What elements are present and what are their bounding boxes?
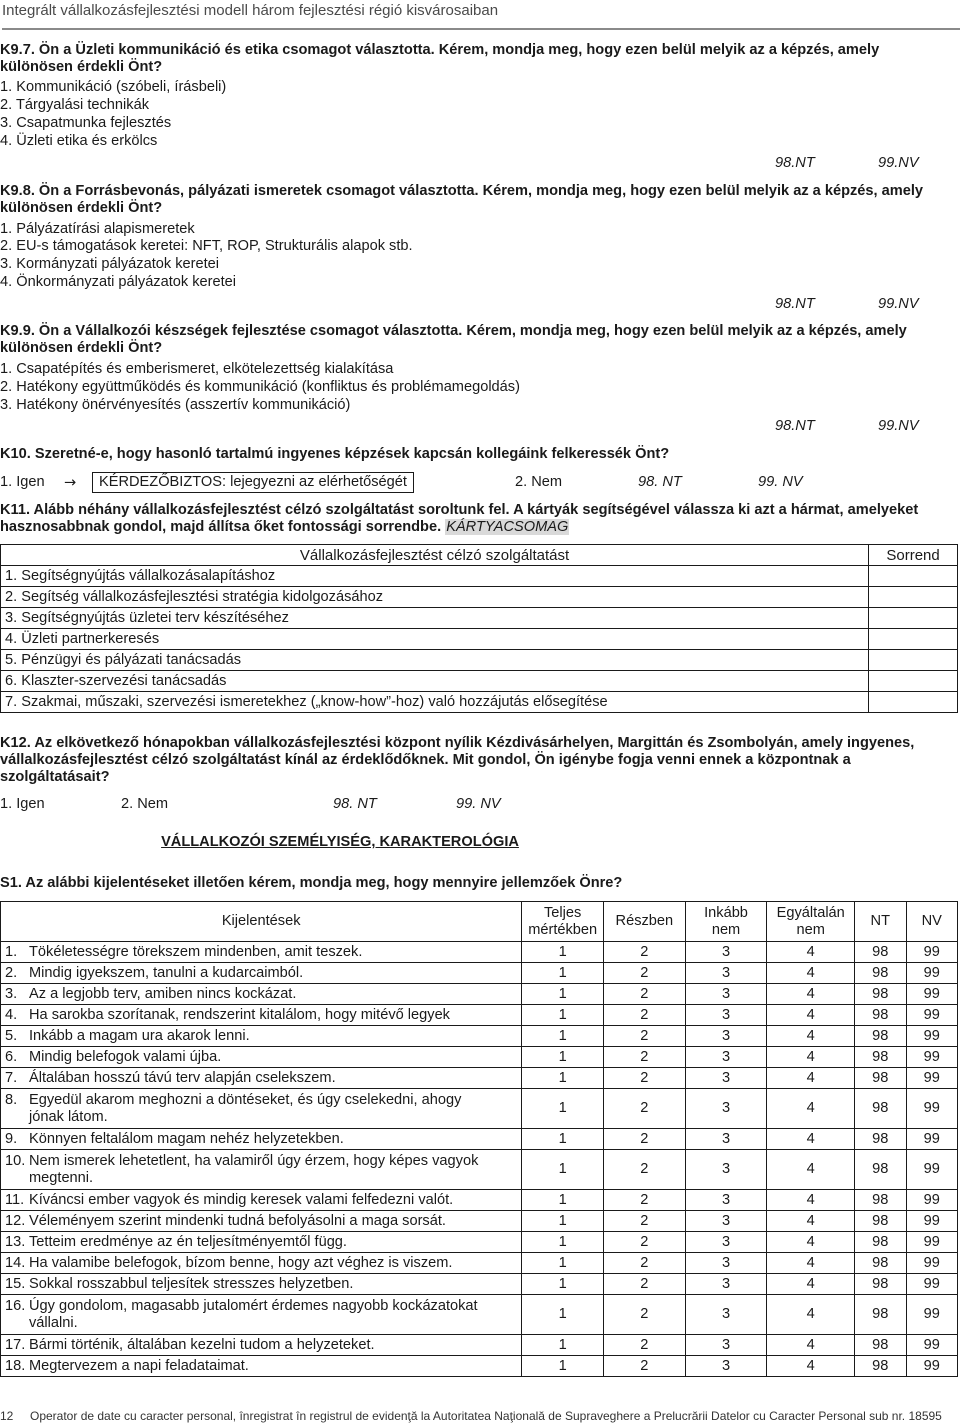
service-row-7: 7. Szakmai, műszaki, szervezési ismeretekhez („know-how”-hoz) való hozzájutás elősegítése [1, 692, 869, 713]
service-row-6: 6. Klaszter-szervezési tanácsadás [1, 671, 869, 692]
rating-option[interactable]: 4 [767, 1253, 855, 1274]
k98-nt[interactable]: 98.NT [775, 296, 815, 312]
rating-option[interactable]: 1 [522, 1356, 604, 1377]
rating-option[interactable]: 4 [767, 1026, 855, 1047]
rating-option[interactable]: 1 [522, 1295, 604, 1335]
statement-cell [1, 1129, 522, 1150]
rating-option[interactable]: 1 [522, 1211, 604, 1232]
statement-number: 6. [5, 1048, 18, 1065]
rating-option[interactable]: 99 [906, 1047, 958, 1068]
rating-option[interactable]: 98 [855, 1068, 906, 1089]
rating-option[interactable]: 1 [522, 1190, 604, 1211]
rating-option[interactable]: 4 [767, 1089, 855, 1129]
rating-option[interactable]: 99 [906, 1129, 958, 1150]
rating-option[interactable]: 99 [906, 1356, 958, 1377]
k98-nv[interactable]: 99.NV [878, 296, 919, 312]
rating-option[interactable]: 2 [604, 1068, 686, 1089]
k12-nv[interactable]: 99. NV [456, 796, 501, 812]
statement-row [1, 1089, 958, 1129]
rating-option[interactable]: 2 [604, 1005, 686, 1026]
rating-option[interactable]: 3 [685, 1356, 767, 1377]
statement-cell [1, 1190, 522, 1211]
statement-number: 16. [5, 1297, 26, 1314]
rating-option[interactable]: 98 [855, 1295, 906, 1335]
rating-option[interactable]: 99 [906, 1026, 958, 1047]
rating-option[interactable]: 99 [906, 942, 958, 963]
order-cell[interactable] [869, 608, 958, 629]
page-number: 12 [0, 1409, 14, 1423]
k97-option-3[interactable]: 3. Csapatmunka fejlesztés [0, 115, 172, 131]
rating-option[interactable]: 3 [685, 1005, 767, 1026]
order-cell[interactable] [869, 650, 958, 671]
rating-option[interactable]: 4 [767, 1211, 855, 1232]
rating-option[interactable]: 3 [685, 1129, 767, 1150]
statement-text: Véleményem szerint mindenki tudná befolyásolni a maga sorsát. [29, 1212, 446, 1229]
service-row-3: 3. Segítségnyújtás üzletei terv készítéséhez [1, 608, 869, 629]
rating-option[interactable]: 1 [522, 942, 604, 963]
rating-option[interactable]: 98 [855, 1335, 906, 1356]
rating-option[interactable]: 2 [604, 1274, 686, 1295]
col-full: Teljes mértékben [522, 902, 604, 942]
question-k97: K9.7. Ön a Üzleti kommunikáció és etika csomagot választotta. Kérem, mondja meg, hogy ezen belül melyik az a képzés, amely különösen érdekli Önt? [0, 42, 880, 75]
statement-number: 2. [5, 964, 18, 981]
statement-row [1, 1047, 958, 1068]
rating-option[interactable]: 99 [906, 1190, 958, 1211]
k98-option-1[interactable]: 1. Pályázatírási alapismeretek [0, 221, 195, 237]
rating-option[interactable]: 99 [906, 963, 958, 984]
rating-option[interactable]: 4 [767, 1005, 855, 1026]
k10-nt[interactable]: 98. NT [638, 474, 682, 490]
rating-option[interactable]: 1 [522, 1089, 604, 1129]
statement-number: 10. [5, 1152, 26, 1169]
order-col-header: Sorrend [869, 545, 958, 566]
rating-option[interactable]: 2 [604, 1253, 686, 1274]
k99-option-1[interactable]: 1. Csapatépítés és emberismeret, elkötelezettség kialakítása [0, 361, 394, 377]
statement-cell [1, 1089, 522, 1129]
rating-option[interactable]: 4 [767, 1068, 855, 1089]
rating-option[interactable]: 2 [604, 1089, 686, 1129]
rating-option[interactable]: 4 [767, 1274, 855, 1295]
rating-option[interactable]: 3 [685, 1253, 767, 1274]
statement-row [1, 1295, 958, 1335]
footer-text: Operator de date cu caracter personal, înregistrat în registrul de evidenţă la Autoritatea Naţională de Supraveghere a Prelucrării Datelor cu Caracter Personal sub nr. 18595 [30, 1409, 942, 1423]
question-s1: S1. Az alábbi kijelentéseket illetően kérem, mondja meg, hogy mennyire jellemzőek Önre? [0, 875, 623, 891]
statement-number: 3. [5, 985, 18, 1002]
order-cell[interactable] [869, 671, 958, 692]
k99-nv[interactable]: 99.NV [878, 418, 919, 434]
col-not-at-all: Egyáltalán nem [767, 902, 855, 942]
rating-option[interactable]: 3 [685, 1150, 767, 1190]
rating-option[interactable]: 4 [767, 1295, 855, 1335]
k10-yes[interactable]: 1. Igen [0, 474, 45, 490]
rating-option[interactable]: 2 [604, 1026, 686, 1047]
k97-nt[interactable]: 98.NT [775, 155, 815, 171]
rating-option[interactable]: 3 [685, 1335, 767, 1356]
k10-interviewer-instruction: KÉRDEZŐBIZTOS: lejegyezni az elérhetőségét [92, 472, 414, 493]
rating-option[interactable]: 4 [767, 1356, 855, 1377]
statement-number: 15. [5, 1275, 26, 1292]
statement-text: Az a legjobb terv, amiben nincs kockázat. [29, 985, 297, 1002]
rating-option[interactable]: 1 [522, 1150, 604, 1190]
rating-option[interactable]: 2 [604, 1356, 686, 1377]
statement-cell [1, 1047, 522, 1068]
col-nv: NV [906, 902, 958, 942]
rating-option[interactable]: 2 [604, 1047, 686, 1068]
k12-nt[interactable]: 98. NT [333, 796, 377, 812]
k10-nv[interactable]: 99. NV [758, 474, 803, 490]
rating-option[interactable]: 3 [685, 1274, 767, 1295]
statement-cell [1, 942, 522, 963]
statement-cell [1, 984, 522, 1005]
rating-option[interactable]: 1 [522, 1232, 604, 1253]
statement-cell [1, 1026, 522, 1047]
statement-row [1, 984, 958, 1005]
rating-option[interactable]: 4 [767, 1190, 855, 1211]
k10-answer-row [0, 472, 960, 494]
col-statement: Kijelentések [1, 902, 522, 942]
rating-option[interactable]: 98 [855, 984, 906, 1005]
statement-row [1, 1129, 958, 1150]
rating-option[interactable]: 99 [906, 1005, 958, 1026]
rating-option[interactable]: 99 [906, 1089, 958, 1129]
statement-text: Egyedül akarom meghozni a döntéseket, és úgy cselekedni, ahogy jónak látom. [29, 1091, 462, 1125]
statement-number: 12. [5, 1212, 26, 1229]
statement-row [1, 1335, 958, 1356]
rating-option[interactable]: 4 [767, 1047, 855, 1068]
statement-text: Tetteim eredménye az én teljesítményemtől függ. [29, 1233, 347, 1250]
rating-option[interactable]: 3 [685, 963, 767, 984]
services-col-header: Vállalkozásfejlesztést célzó szolgáltatást [1, 545, 869, 566]
service-row-1: 1. Segítségnyújtás vállalkozásalapításhoz [1, 566, 869, 587]
statement-row [1, 1068, 958, 1089]
rating-option[interactable]: 1 [522, 1005, 604, 1026]
order-cell[interactable] [869, 566, 958, 587]
rating-option[interactable]: 3 [685, 1026, 767, 1047]
rating-option[interactable]: 1 [522, 963, 604, 984]
statement-cell [1, 1232, 522, 1253]
footer [0, 1404, 960, 1425]
statement-row [1, 1211, 958, 1232]
statements-table [0, 901, 958, 1377]
statement-text: Ha valamibe belefogok, bízom benne, hogy azt véghez is viszem. [29, 1254, 453, 1271]
statement-text: Úgy gondolom, magasabb jutalomért érdemes nagyobb kockázatokat vállalni. [29, 1297, 478, 1331]
rating-option[interactable]: 99 [906, 1150, 958, 1190]
statement-cell [1, 1068, 522, 1089]
statement-number: 11. [5, 1191, 25, 1208]
statement-row [1, 1150, 958, 1190]
service-row-4: 4. Üzleti partnerkeresés [1, 629, 869, 650]
statement-cell [1, 1274, 522, 1295]
k12-answer-row [0, 796, 960, 816]
section-title: VÁLLALKOZÓI SZEMÉLYISÉG, KARAKTEROLÓGIA [161, 834, 519, 850]
k98-option-4[interactable]: 4. Önkormányzati pályázatok keretei [0, 274, 237, 290]
rating-option[interactable]: 2 [604, 984, 686, 1005]
k10-no[interactable]: 2. Nem [515, 474, 563, 490]
question-k98: K9.8. Ön a Forrásbevonás, pályázati ismeretek csomagot választotta. Kérem, mondja meg, hogy ezen belül melyik az a képzés, amely különösen érdekli Önt? [0, 183, 924, 216]
statement-row [1, 942, 958, 963]
service-row-2: 2. Segítség vállalkozásfejlesztési stratégia kidolgozásához [1, 587, 869, 608]
statement-cell [1, 1356, 522, 1377]
rating-option[interactable]: 3 [685, 1047, 767, 1068]
statement-number: 4. [5, 1006, 18, 1023]
statement-row [1, 1232, 958, 1253]
rating-option[interactable]: 1 [522, 1047, 604, 1068]
statement-text: Mindig belefogok valami újba. [29, 1048, 222, 1065]
statement-text: Általában hosszú távú terv alapján cselekszem. [29, 1069, 336, 1086]
rating-option[interactable]: 98 [855, 1232, 906, 1253]
rating-option[interactable]: 2 [604, 1232, 686, 1253]
rating-option[interactable]: 1 [522, 1274, 604, 1295]
page-header-title: Integrált vállalkozásfejlesztési modell három fejlesztési régió kisvárosaiban [2, 0, 960, 30]
statement-row [1, 963, 958, 984]
rating-option[interactable]: 99 [906, 984, 958, 1005]
question-k99: K9.9. Ön a Vállalkozói készségek fejlesztése csomagot választotta. Kérem, mondja meg, hogy ezen belül melyik az a képzés, amely különösen érdekli Önt? [0, 323, 907, 356]
statement-number: 18. [5, 1357, 26, 1374]
statement-text: Kíváncsi ember vagyok és mindig keresek valami felfedezni valót. [29, 1191, 454, 1208]
statement-cell [1, 963, 522, 984]
rating-option[interactable]: 2 [604, 1211, 686, 1232]
statement-number: 8. [5, 1091, 18, 1108]
rating-option[interactable]: 3 [685, 1295, 767, 1335]
statement-number: 17. [5, 1336, 26, 1353]
statement-cell [1, 1150, 522, 1190]
rating-option[interactable]: 99 [906, 1068, 958, 1089]
rating-option[interactable]: 98 [855, 963, 906, 984]
statement-row [1, 1253, 958, 1274]
rating-option[interactable]: 3 [685, 1232, 767, 1253]
col-partly: Részben [604, 902, 686, 942]
rating-option[interactable]: 99 [906, 1274, 958, 1295]
question-k10: K10. Szeretné-e, hogy hasonló tartalmú ingyenes képzések kapcsán kollegáink felkeressék Önt? [0, 446, 670, 462]
rating-option[interactable]: 2 [604, 942, 686, 963]
k99-option-2[interactable]: 2. Hatékony együttműködés és kommunikáció (konfliktus és problémamegoldás) [0, 379, 520, 395]
col-rather-not: Inkább nem [685, 902, 767, 942]
rating-option[interactable]: 3 [685, 942, 767, 963]
statement-number: 7. [5, 1069, 18, 1086]
rating-option[interactable]: 1 [522, 1026, 604, 1047]
rating-option[interactable]: 98 [855, 942, 906, 963]
statement-cell [1, 1335, 522, 1356]
statement-text: Tökéletességre törekszem mindenben, amit teszek. [29, 943, 363, 960]
rating-option[interactable]: 3 [685, 1211, 767, 1232]
statement-row [1, 1005, 958, 1026]
k12-yes[interactable]: 1. Igen [0, 796, 45, 812]
rating-option[interactable]: 98 [855, 1274, 906, 1295]
rating-option[interactable]: 4 [767, 1129, 855, 1150]
rating-option[interactable]: 99 [906, 1335, 958, 1356]
statement-text: Megtervezem a napi feladataimat. [29, 1357, 249, 1374]
rating-option[interactable]: 98 [855, 1253, 906, 1274]
rating-option[interactable]: 99 [906, 1253, 958, 1274]
statement-number: 5. [5, 1027, 18, 1044]
rating-option[interactable]: 1 [522, 1068, 604, 1089]
statement-row [1, 1356, 958, 1377]
statement-row [1, 1190, 958, 1211]
order-cell[interactable] [869, 587, 958, 608]
statement-text: Bármi történik, általában kezelni tudom a helyzeteket. [29, 1336, 375, 1353]
rating-option[interactable]: 4 [767, 942, 855, 963]
rating-option[interactable]: 1 [522, 1129, 604, 1150]
rating-option[interactable]: 3 [685, 1089, 767, 1129]
k97-option-4[interactable]: 4. Üzleti etika és erkölcs [0, 133, 158, 149]
statement-text: Sokkal rosszabbul teljesítek stresszes helyzetben. [29, 1275, 354, 1292]
rating-option[interactable]: 4 [767, 984, 855, 1005]
rating-option[interactable]: 2 [604, 1150, 686, 1190]
rating-option[interactable]: 2 [604, 1335, 686, 1356]
col-nt: NT [855, 902, 906, 942]
rating-option[interactable]: 4 [767, 1232, 855, 1253]
rating-option[interactable]: 3 [685, 1190, 767, 1211]
rating-option[interactable]: 2 [604, 1129, 686, 1150]
rating-option[interactable]: 4 [767, 963, 855, 984]
rating-option[interactable]: 4 [767, 1150, 855, 1190]
k98-option-3[interactable]: 3. Kormányzati pályázatok keretei [0, 256, 220, 272]
question-k11 [0, 502, 940, 536]
k97-option-2[interactable]: 2. Tárgyalási technikák [0, 97, 149, 113]
question-k11-text: K11. Alább néhány vállalkozásfejlesztést célzó szolgáltatást soroltunk fel. A kártyák segítségével válassza ki azt a hármat, amelyeket hasznosabbnak gondol, majd állítsa őket fontossági sorrendbe. [0, 502, 919, 535]
card-pack-label: KÁRTYACSOMAG [446, 519, 569, 535]
rating-option[interactable]: 98 [855, 1026, 906, 1047]
rating-option[interactable]: 98 [855, 1211, 906, 1232]
k97-option-1[interactable]: 1. Kommunikáció (szóbeli, írásbeli) [0, 79, 227, 95]
rating-option[interactable]: 99 [906, 1211, 958, 1232]
statement-text: Ha sarokba szorítanak, rendszerint kitalálom, hogy mitévő legyek [29, 1006, 450, 1023]
k99-nt[interactable]: 98.NT [775, 418, 815, 434]
statement-cell [1, 1253, 522, 1274]
statement-number: 1. [5, 943, 18, 960]
statement-text: Inkább a magam ura akarok lenni. [29, 1027, 250, 1044]
k99-option-3[interactable]: 3. Hatékony önérvényesítés (asszertív kommunikáció) [0, 397, 351, 413]
rating-option[interactable]: 4 [767, 1335, 855, 1356]
statement-row [1, 1274, 958, 1295]
question-k12: K12. Az elkövetkező hónapokban vállalkozásfejlesztési központ nyílik Kézdivásárhelyen, Margittán és Zsombolyán, amely ingyenes, vállalkozásfejlesztést célzó szolgáltatást kínál az érdeklődőknek. Mit gondol, Ön igénybe fogja venni ennek a központnak a szolgáltatásait? [0, 735, 915, 785]
statement-cell [1, 1005, 522, 1026]
rating-option[interactable]: 99 [906, 1295, 958, 1335]
service-row-5: 5. Pénzügyi és pályázati tanácsadás [1, 650, 869, 671]
k12-no[interactable]: 2. Nem [121, 796, 169, 812]
rating-option[interactable]: 2 [604, 1190, 686, 1211]
arrow-right-icon: → [64, 474, 77, 491]
rating-option[interactable]: 1 [522, 1253, 604, 1274]
statement-text: Mindig igyekszem, tanulni a kudarcaimból. [29, 964, 304, 981]
statement-cell [1, 1211, 522, 1232]
statement-text: Könnyen feltalálom magam nehéz helyzetekben. [29, 1130, 344, 1147]
rating-option[interactable]: 2 [604, 1295, 686, 1335]
order-cell[interactable] [869, 692, 958, 713]
rating-option[interactable]: 1 [522, 1335, 604, 1356]
order-cell[interactable] [869, 629, 958, 650]
rating-option[interactable]: 2 [604, 963, 686, 984]
statement-number: 13. [5, 1233, 26, 1250]
rating-option[interactable]: 99 [906, 1232, 958, 1253]
statement-number: 9. [5, 1130, 18, 1147]
rating-option[interactable]: 98 [855, 1089, 906, 1129]
rating-option[interactable]: 98 [855, 1356, 906, 1377]
k98-option-2[interactable]: 2. EU-s támogatások keretei: NFT, ROP, Strukturális alapok stb. [0, 238, 413, 254]
rating-option[interactable]: 98 [855, 1129, 906, 1150]
statement-row [1, 1026, 958, 1047]
rating-option[interactable]: 3 [685, 1068, 767, 1089]
statement-number: 14. [5, 1254, 26, 1271]
rating-option[interactable]: 3 [685, 984, 767, 1005]
statement-cell [1, 1295, 522, 1335]
services-table [0, 544, 958, 713]
rating-option[interactable]: 1 [522, 984, 604, 1005]
rating-option[interactable]: 98 [855, 1047, 906, 1068]
statement-text: Nem ismerek lehetetlent, ha valamiről úgy érzem, hogy képes vagyok megtenni. [29, 1152, 479, 1186]
rating-option[interactable]: 98 [855, 1150, 906, 1190]
rating-option[interactable]: 98 [855, 1190, 906, 1211]
k97-nv[interactable]: 99.NV [878, 155, 919, 171]
rating-option[interactable]: 98 [855, 1005, 906, 1026]
